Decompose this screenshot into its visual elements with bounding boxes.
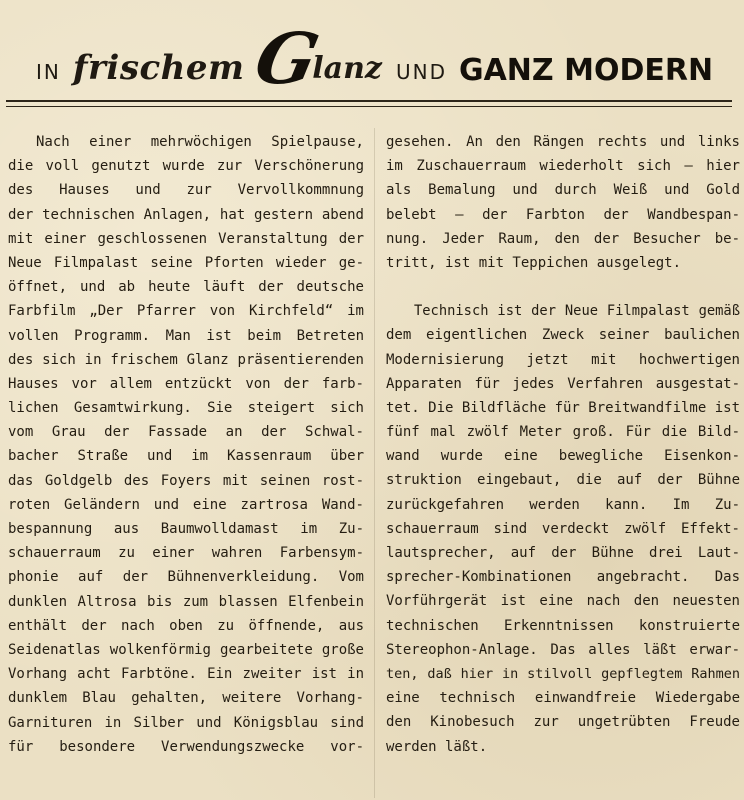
text-line: vollen Programm. Man ist beim Betreten (8, 327, 364, 344)
text-line: das Goldgelb des Foyers mit seinen rost- (8, 472, 364, 489)
text-line: dunklem Blau gehalten, weitere Vorhang- (8, 690, 364, 707)
text-line: enthält der nach oben zu öffnende, aus (8, 617, 364, 634)
headline-ganz-modern: GANZ MODERN (458, 53, 714, 88)
headline-und: UND (395, 60, 447, 84)
text-line: nung. Jeder Raum, den der Besucher be- (386, 230, 740, 247)
text-line: Technisch ist der Neue Filmpalast gemäß (414, 303, 740, 320)
article-column-left (8, 130, 364, 759)
text-line: dunklen Altrosa bis zum blassen Elfenbein (8, 593, 364, 610)
headline-frischem: frischem (72, 48, 245, 88)
text-line: für besondere Verwendungszwecke vor- (8, 738, 364, 755)
text-line: Apparaten für jedes Verfahren ausgestat- (386, 375, 740, 392)
text-line: ten, daß hier in stilvoll gepflegtem Rahmen (386, 665, 740, 682)
text-line: werden läßt. (386, 738, 488, 755)
article-column-right (386, 130, 740, 759)
text-line: Garnituren in Silber und Königsblau sind (8, 714, 364, 731)
text-line: fünf mal zwölf Meter groß. Für die Bild- (386, 424, 740, 441)
text-line: Hauses vor allem entzückt von der farb- (8, 375, 364, 392)
text-line: schauerraum sind verdeckt zwölf Effekt- (386, 520, 740, 537)
text-line: lichen Gesamtwirkung. Sie steigert sich (8, 400, 364, 417)
text-line: tritt, ist mit Teppichen ausgelegt. (386, 254, 682, 271)
text-line: schauerraum zu einer wahren Farbensym- (8, 545, 364, 562)
text-line: wand wurde eine bewegliche Eisenkon- (386, 448, 740, 465)
text-line: struktion eingebaut, die auf der Bühne (386, 472, 740, 489)
text-line: sprecher-Kombinationen angebracht. Das (386, 569, 740, 586)
text-line: im Zuschauerraum wiederholt sich — hier (386, 158, 740, 175)
headline (36, 14, 726, 100)
column-divider (374, 128, 375, 798)
text-line: phonie auf der Bühnenverkleidung. Vom (8, 569, 364, 586)
text-line: Vorführgerät ist eine nach den neuesten (386, 593, 740, 610)
text-line: Neue Filmpalast seine Pforten wieder ge- (8, 254, 364, 271)
text-line: des Hauses und zur Vervollkommnung (8, 182, 364, 199)
text-line: technischen Erkenntnissen konstruierte (386, 617, 740, 634)
text-line: tet. Die Bildfläche für Breitwandfilme ist (386, 399, 741, 416)
headline-in: IN (36, 60, 61, 84)
text-line: Farbfilm „Der Pfarrer von Kirchfeld“ im (8, 303, 364, 320)
text-line: dem eigentlichen Zweck seiner baulichen (386, 327, 740, 344)
headline-lanz: lanz (312, 51, 382, 86)
paragraph-gap (386, 275, 740, 299)
text-line: gesehen. An den Rängen rechts und links (386, 134, 740, 150)
text-line: bacher Straße und im Kassenraum über (8, 448, 364, 465)
text-line: Vorhang acht Farbtöne. Ein zweiter ist in (8, 666, 364, 683)
text-line: öffnet, und ab heute läuft der deutsche (8, 279, 364, 296)
text-line: Stereophon-Anlage. Das alles läßt erwar- (386, 641, 740, 658)
text-line: vom Grau der Fassade an der Schwal- (8, 424, 364, 441)
text-line: eine technisch einwandfreie Wiedergabe (386, 690, 740, 707)
text-line: Modernisierung jetzt mit hochwertigen (386, 351, 740, 368)
text-line: Seidenatlas wolkenförmig gearbeitete große (8, 641, 364, 658)
text-line: den Kinobesuch zur ungetrübten Freude (386, 714, 740, 731)
text-line: roten Geländern und eine zartrosa Wand- (8, 496, 364, 513)
text-line: der technischen Anlagen, hat gestern abend (8, 206, 364, 223)
text-line: mit einer geschlossenen Veranstaltung der (8, 230, 364, 247)
headline-rule-thick (6, 100, 732, 102)
text-line: bespannung aus Baumwolldamast im Zu- (8, 521, 364, 537)
headline-rule-thin (6, 106, 732, 107)
text-line: belebt — der Farbton der Wandbespan- (386, 206, 740, 223)
text-line: Nach einer mehrwöchigen Spielpause, (36, 134, 364, 150)
text-line: als Bemalung und durch Weiß und Gold (386, 182, 740, 199)
text-line: die voll genutzt wurde zur Verschönerung (8, 158, 364, 175)
text-line: zurückgefahren werden kann. Im Zu- (386, 496, 740, 513)
text-line: des sich in frischem Glanz präsentierenden (8, 351, 364, 368)
text-line: lautsprecher, auf der Bühne drei Laut- (386, 545, 740, 561)
headline-g-initial: G (247, 17, 326, 100)
